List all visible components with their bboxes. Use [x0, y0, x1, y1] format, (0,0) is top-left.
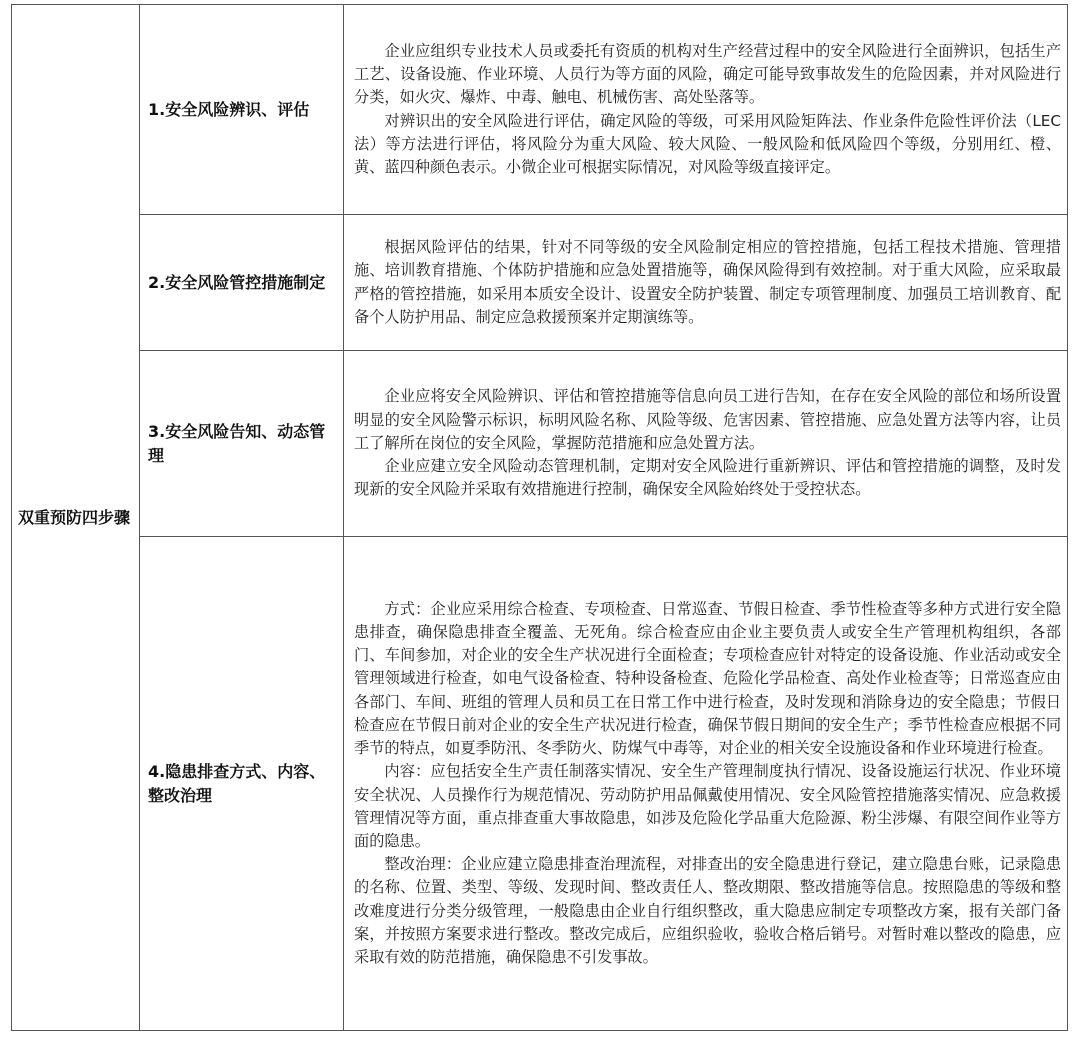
table-row-step-2: [12, 215, 1068, 351]
step-4-paragraph-rectification: 整改治理：企业应建立隐患排查治理流程，对排查出的安全隐患进行登记，建立隐患台账，记录隐患的名称、位置、类型、等级、发现时间、整改责任人、整改期限、整改措施等信息。按照隐患的等级和整改难度进行分类分级管理，一般隐患由企业自行组织整改，重大隐患应制定专项整改方案，报有关部门备案，并按照方案要求进行整改。整改完成后，应组织验收，验收合格后销号。对暂时难以整改的隐患，应采取有效的防范措施，确保隐患不引发事故。: [354, 855, 1061, 966]
prevention-steps-sheet: [11, 4, 1067, 1030]
category-cell: [12, 5, 140, 1031]
step-2-title: 2.安全风险管控措施制定: [148, 272, 326, 292]
step-3-title: 3.安全风险告知、动态管理: [148, 421, 326, 465]
table-row-step-3: [12, 351, 1068, 537]
step-4-body-cell: [344, 537, 1068, 1031]
category-label: 双重预防四步骤: [18, 507, 131, 527]
step-2-paragraph-1: 根据风险评估的结果，针对不同等级的安全风险制定相应的管控措施，包括工程技术措施、管理措施、培训教育措施、个体防护措施和应急处置措施等，确保风险得到有效控制。对于重大风险，应采取最严格的管控措施，如采用本质安全设计、设置安全防护装置、制定专项管理制度、加强员工培训教育、配备个人防护用品、制定应急救援预案并定期演练等。: [354, 238, 1061, 326]
step-3-title-cell: [140, 351, 344, 537]
table-row-step-4: [12, 537, 1068, 1031]
step-3-paragraph-1: 企业应将安全风险辨识、评估和管控措施等信息向员工进行告知，在存在安全风险的部位和场所设置明显的安全风险警示标识，标明风险名称、风险等级、危害因素、管控措施、应急处置方法等内容，让员工了解所在岗位的安全风险，掌握防范措施和应急处置方法。: [354, 387, 1061, 452]
step-4-title-cell: [140, 537, 344, 1031]
prevention-steps-table: [11, 4, 1068, 1031]
step-2-title-cell: [140, 215, 344, 351]
step-1-title: 1.安全风险辨识、评估: [148, 99, 310, 119]
step-4-title: 4.隐患排查方式、内容、整改治理: [148, 761, 326, 805]
table-row-step-1: [12, 5, 1068, 215]
step-1-paragraph-1: 企业应组织专业技术人员或委托有资质的机构对生产经营过程中的安全风险进行全面辨识，包括生产工艺、设备设施、作业环境、人员行为等方面的风险，确定可能导致事故发生的危险因素，并对风险进行分类，如火灾、爆炸、中毒、触电、机械伤害、高处坠落等。: [354, 41, 1061, 107]
step-3-body-cell: [344, 351, 1068, 537]
step-4-paragraph-content: 内容：应包括安全生产责任制落实情况、安全生产管理制度执行情况、设备设施运行状况、作业环境安全状况、人员操作行为规范情况、劳动防护用品佩戴使用情况、安全风险管控措施落实情况、应急救援管理情况等方面，重点排查重大事故隐患，如涉及危险化学品重大危险源、粉尘涉爆、有限空间作业等方面的隐患。: [354, 762, 1061, 850]
step-1-title-cell: [140, 5, 344, 215]
step-4-paragraph-methods: 方式：企业应采用综合检查、专项检查、日常巡查、节假日检查、季节性检查等多种方式进行安全隐患排查，确保隐患排查全覆盖、无死角。综合检查应由企业主要负责人或安全生产管理机构组织，各部门、车间参加，对企业的安全生产状况进行全面检查；专项检查应针对特定的设备设施、作业活动或安全管理领域进行检查，如电气设备检查、特种设备检查、危险化学品检查、高处作业检查等；日常巡查应由各部门、车间、班组的管理人员和员工在日常工作中进行检查，及时发现和消除身边的安全隐患；节假日检查应在节假日前对企业的安全生产状况进行检查，确保节假日期间的安全生产；季节性检查应根据不同季节的特点，如夏季防汛、冬季防火、防煤气中毒等，对企业的相关安全设施设备和作业环境进行检查。: [354, 599, 1061, 758]
step-2-body-cell: [344, 215, 1068, 351]
step-3-paragraph-2: 企业应建立安全风险动态管理机制，定期对安全风险进行重新辨识、评估和管控措施的调整，及时发现新的安全风险并采取有效措施进行控制，确保安全风险始终处于受控状态。: [354, 457, 1061, 499]
step-1-paragraph-2: 对辨识出的安全风险进行评估，确定风险的等级，可采用风险矩阵法、作业条件危险性评价法（LEC 法）等方法进行评估，将风险分为重大风险、较大风险、一般风险和低风险四个等级，分别用红、橙、黄、蓝四种颜色表示。小微企业可根据实际情况，对风险等级直接评定。: [354, 111, 1061, 176]
step-1-body-cell: [344, 5, 1068, 215]
